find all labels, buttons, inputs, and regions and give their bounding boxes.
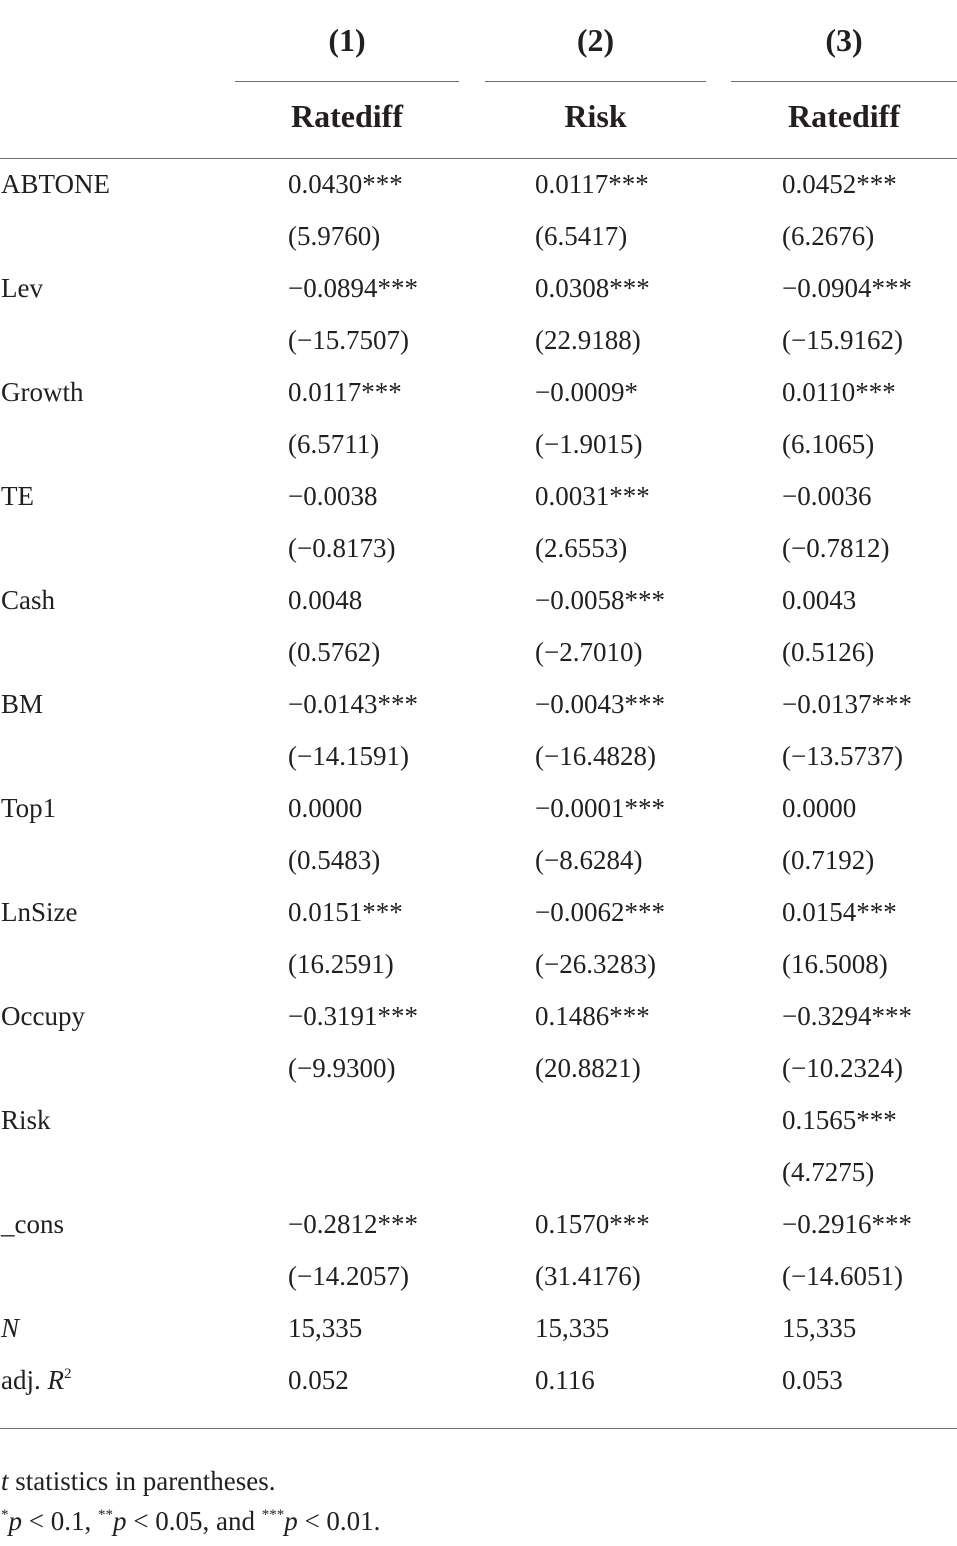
tstat-cell: (6.5711) (288, 429, 380, 459)
tstat-cell: (−13.5737) (782, 741, 903, 771)
tstat-cell: (−2.7010) (535, 637, 643, 667)
col-2-number: (2) (576, 22, 615, 58)
tstat-cell: (6.2676) (782, 221, 875, 251)
tstat-cell: (−10.2324) (782, 1053, 903, 1083)
coef-cell: 0.0110*** (782, 377, 896, 407)
row-label: Occupy (1, 1001, 85, 1031)
coef-cell: 0.0452*** (782, 169, 897, 199)
tstat-cell: (2.6553) (535, 533, 628, 563)
coef-cell: −0.0009* (535, 377, 638, 407)
coef-cell: −0.3191*** (288, 1001, 418, 1031)
row-label: BM (1, 689, 44, 719)
footnote-significance: *p < 0.1, **p < 0.05, and ***p < 0.01. (1, 1506, 381, 1536)
coef-cell: 0.0000 (288, 793, 363, 823)
coef-cell: −0.0904*** (782, 273, 912, 303)
r2-cell: 0.052 (288, 1365, 349, 1395)
coef-cell: 0.0031*** (535, 481, 650, 511)
n-cell: 15,335 (288, 1313, 363, 1343)
tstat-cell: (−14.2057) (288, 1261, 409, 1291)
tstat-cell: (−0.8173) (288, 533, 396, 563)
col-3-header: Ratediff (788, 98, 900, 134)
coef-cell: 0.0043 (782, 585, 857, 615)
r2-cell: 0.116 (535, 1365, 595, 1395)
coef-cell: 0.1565*** (782, 1105, 897, 1135)
tstat-cell: (31.4176) (535, 1261, 641, 1291)
col-2-rule (485, 81, 706, 82)
col-3-number: (3) (825, 22, 863, 58)
row-label: _cons (1, 1209, 64, 1239)
tstat-cell: (16.5008) (782, 949, 888, 979)
coef-cell: −0.2916*** (782, 1209, 912, 1239)
tstat-cell: (6.1065) (782, 429, 875, 459)
tstat-cell: (−14.1591) (288, 741, 409, 771)
row-label: Lev (1, 273, 43, 303)
coef-cell: −0.0894*** (288, 273, 418, 303)
coef-cell: 0.0117*** (535, 169, 649, 199)
col-1-number: (1) (328, 22, 366, 58)
col-1-rule (235, 81, 459, 82)
tstat-cell: (4.7275) (782, 1157, 875, 1187)
tstat-cell: (−8.6284) (535, 845, 643, 875)
coef-cell: −0.0143*** (288, 689, 418, 719)
tstat-cell: (0.5126) (782, 637, 875, 667)
adj-r2-label: adj. $R^2$ (1, 1365, 72, 1395)
n-label: N (1, 1313, 20, 1343)
coef-cell: −0.0043*** (535, 689, 665, 719)
tstat-cell: (−15.7507) (288, 325, 409, 355)
row-label: Risk (1, 1105, 51, 1135)
tstat-cell: (0.5483) (288, 845, 381, 875)
row-label: Top1 (1, 793, 57, 823)
tstat-cell: (22.9188) (535, 325, 641, 355)
tstat-cell: (−1.9015) (535, 429, 643, 459)
table-bottom-rule (0, 1428, 957, 1429)
coef-cell: 0.0048 (288, 585, 363, 615)
tstat-cell: (6.5417) (535, 221, 628, 251)
col-1-header: Ratediff (291, 98, 403, 134)
coef-cell: 0.0308*** (535, 273, 650, 303)
coef-cell: −0.3294*** (782, 1001, 912, 1031)
coef-cell: 0.0117*** (288, 377, 402, 407)
tstat-cell: (−15.9162) (782, 325, 903, 355)
row-label: Growth (1, 377, 84, 407)
coef-cell: 0.1486*** (535, 1001, 650, 1031)
row-label: LnSize (1, 897, 78, 927)
tstat-cell: (−0.7812) (782, 533, 890, 563)
tstat-cell: (16.2591) (288, 949, 394, 979)
coef-cell: 0.0154*** (782, 897, 897, 927)
tstat-cell: (−26.3283) (535, 949, 656, 979)
col-2-header: Risk (564, 98, 627, 134)
coef-cell: −0.0137*** (782, 689, 912, 719)
n-cell: 15,335 (535, 1313, 610, 1343)
col-3-rule (731, 81, 957, 82)
header-bottom-rule (0, 158, 957, 159)
n-cell: 15,335 (782, 1313, 857, 1343)
coef-cell: 0.1570*** (535, 1209, 650, 1239)
coef-cell: −0.2812*** (288, 1209, 418, 1239)
tstat-cell: (−16.4828) (535, 741, 656, 771)
row-label: TE (1, 481, 34, 511)
tstat-cell: (−9.9300) (288, 1053, 396, 1083)
tstat-cell: (0.5762) (288, 637, 381, 667)
coef-cell: 0.0000 (782, 793, 857, 823)
coef-cell: 0.0151*** (288, 897, 403, 927)
footnote-tstats: t statistics in parentheses. (1, 1466, 276, 1496)
coef-cell: −0.0001*** (535, 793, 665, 823)
row-label: ABTONE (1, 169, 111, 199)
r2-cell: 0.053 (782, 1365, 843, 1395)
coef-cell: −0.0036 (782, 481, 872, 511)
coef-cell: −0.0038 (288, 481, 378, 511)
coef-cell: 0.0430*** (288, 169, 403, 199)
tstat-cell: (20.8821) (535, 1053, 641, 1083)
tstat-cell: (0.7192) (782, 845, 875, 875)
coef-cell: −0.0058*** (535, 585, 665, 615)
tstat-cell: (−14.6051) (782, 1261, 903, 1291)
tstat-cell: (5.9760) (288, 221, 381, 251)
coef-cell: −0.0062*** (535, 897, 665, 927)
row-label: Cash (1, 585, 55, 615)
